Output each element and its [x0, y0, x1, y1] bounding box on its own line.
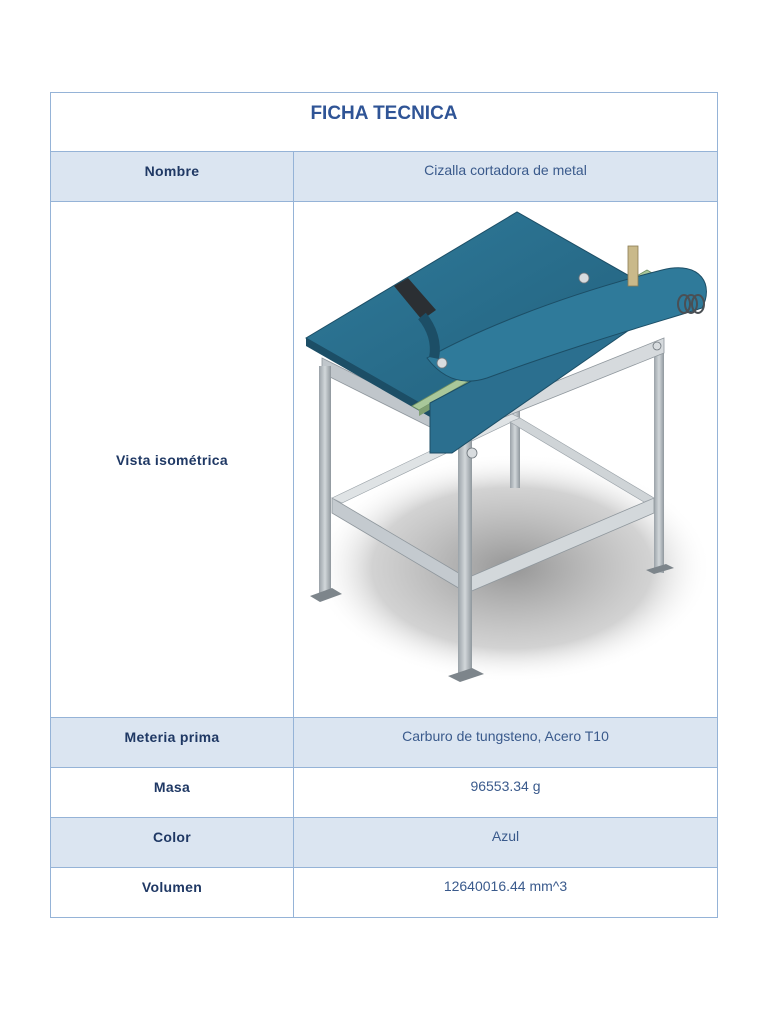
isometric-view-image — [302, 208, 712, 694]
row-nombre — [51, 152, 718, 202]
label-nombre: Nombre — [144, 163, 200, 179]
sheet-title: FICHA TECNICA — [310, 103, 458, 124]
leg-back-right — [654, 348, 664, 573]
value-cell — [294, 768, 718, 818]
value-cell — [294, 718, 718, 768]
value-cell — [294, 152, 718, 202]
label-cell — [51, 718, 294, 768]
row-masa — [51, 768, 718, 818]
label-cell — [51, 202, 294, 718]
row-volumen — [51, 868, 718, 918]
value-color: Azul — [491, 828, 520, 844]
label-volumen: Volumen — [141, 879, 203, 895]
value-meteria-prima: Carburo de tungsteno, Acero T10 — [402, 728, 609, 744]
label-cell — [51, 868, 294, 918]
label-meteria-prima: Meteria prima — [124, 729, 220, 745]
value-masa: 96553.34 g — [470, 778, 541, 794]
image-cell — [294, 202, 718, 718]
row-meteria-prima — [51, 718, 718, 768]
value-cell — [294, 818, 718, 868]
label-vista-isometrica: Vista isométrica — [116, 451, 228, 468]
leg-front-left — [319, 366, 331, 596]
technical-sheet-table — [50, 92, 718, 918]
value-nombre: Cizalla cortadora de metal — [424, 162, 587, 178]
rear-post — [628, 246, 638, 286]
value-cell — [294, 868, 718, 918]
title-row — [51, 93, 718, 152]
row-color — [51, 818, 718, 868]
row-vista-isometrica — [51, 202, 718, 718]
label-cell — [51, 818, 294, 868]
leg-front-center — [458, 430, 472, 675]
title-cell — [51, 93, 718, 152]
label-cell — [51, 768, 294, 818]
label-cell — [51, 152, 294, 202]
label-masa: Masa — [153, 779, 191, 795]
label-color: Color — [152, 829, 192, 845]
value-volumen: 12640016.44 mm^3 — [443, 878, 568, 894]
